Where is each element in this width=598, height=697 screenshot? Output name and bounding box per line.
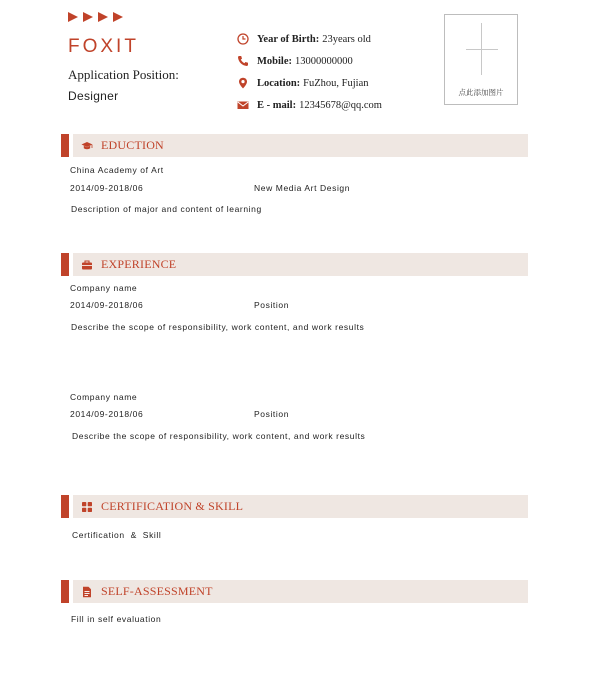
section-self-assessment-title: SELF-ASSESSMENT — [101, 584, 213, 598]
info-mobile-value: 13000000000 — [295, 55, 353, 67]
experience-description: Describe the scope of responsibility, work content, and work results — [71, 322, 365, 332]
education-dates: 2014/09-2018/06 — [70, 183, 144, 193]
info-location — [237, 72, 382, 94]
graduation-cap-icon — [81, 140, 93, 152]
info-email-key: E - mail: — [257, 99, 297, 111]
info-birth-key: Year of Birth: — [257, 33, 320, 45]
self-assessment-text: Fill in self evaluation — [71, 614, 162, 624]
education-school: China Academy of Art — [70, 165, 164, 175]
info-birth-value: 23years old — [322, 33, 371, 45]
info-location-key: Location: — [257, 77, 301, 89]
section-experience-title: EXPERIENCE — [101, 257, 177, 271]
section-education-header — [61, 134, 528, 157]
info-mobile-key: Mobile: — [257, 55, 292, 67]
section-self-assessment-header — [61, 580, 528, 603]
section-certification-header — [61, 495, 528, 518]
position-value: Designer — [68, 89, 119, 103]
arrow-icon — [113, 12, 123, 22]
photo-caption: 点此添加图片 — [458, 88, 504, 97]
experience-company: Company name — [70, 283, 138, 293]
mail-icon — [237, 99, 249, 111]
arrow-icon — [68, 12, 78, 22]
education-description: Description of major and content of learning — [71, 204, 262, 214]
grid-icon — [81, 501, 93, 513]
photo-placeholder[interactable] — [444, 14, 518, 105]
section-certification-title: CERTIFICATION & SKILL — [101, 499, 244, 513]
info-email-value: 12345678@qq.com — [299, 99, 382, 111]
contact-info — [237, 28, 382, 116]
clock-icon — [237, 33, 249, 45]
arrow-icon — [98, 12, 108, 22]
info-location-value: FuZhou, Fujian — [303, 77, 369, 89]
info-email — [237, 94, 382, 116]
phone-icon — [237, 55, 249, 67]
location-pin-icon — [237, 77, 249, 89]
experience-dates: 2014/09-2018/06 — [70, 409, 144, 419]
briefcase-icon — [81, 259, 93, 271]
experience-company: Company name — [70, 392, 138, 402]
info-birth — [237, 28, 382, 50]
info-mobile — [237, 50, 382, 72]
section-experience-header — [61, 253, 528, 276]
certification-text: Certification & Skill — [72, 530, 162, 540]
section-education-title: EDUCTION — [101, 138, 164, 152]
document-icon — [81, 586, 93, 598]
experience-description: Describe the scope of responsibility, work content, and work results — [72, 431, 366, 441]
arrow-icon — [83, 12, 93, 22]
education-major: New Media Art Design — [254, 183, 351, 193]
experience-position: Position — [254, 409, 290, 419]
position-label: Application Position: — [68, 67, 179, 82]
experience-dates: 2014/09-2018/06 — [70, 300, 144, 310]
experience-position: Position — [254, 300, 290, 310]
decorative-arrows — [68, 8, 128, 26]
candidate-name: FOXIT — [68, 36, 139, 57]
